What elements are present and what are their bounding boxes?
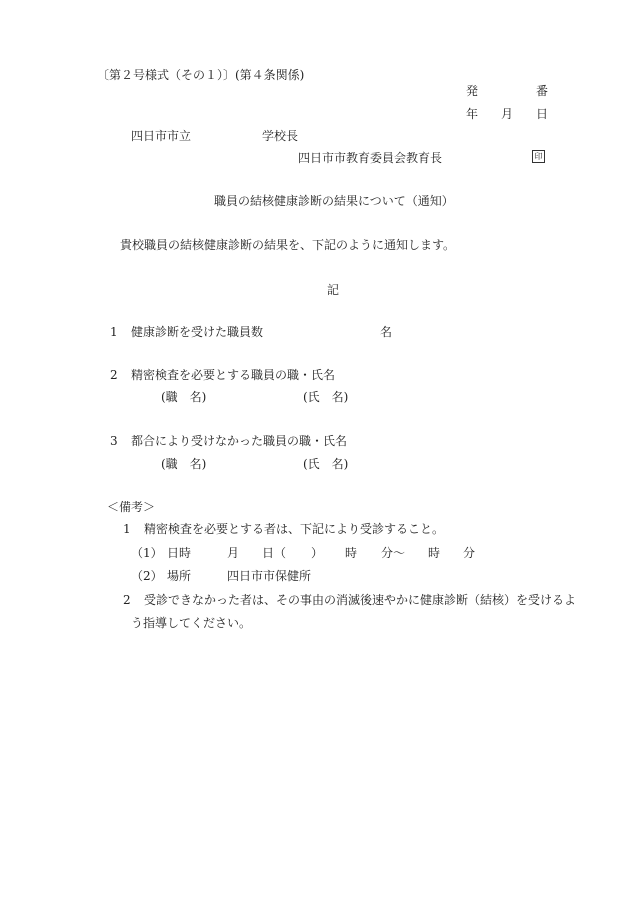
sender-title: 四日市市教育委員会教育長 (298, 151, 443, 165)
item-2-number: 2 (110, 368, 118, 382)
item-2-text: 精密検査を必要とする職員の職・氏名 (131, 368, 336, 382)
datetime-minute-2: 分 (463, 546, 476, 560)
datetime-close-paren: ） (311, 546, 324, 560)
remarks-heading: ＜備考＞ (107, 500, 156, 514)
issue-char-1: 発 (466, 84, 479, 98)
remark-1-datetime-label: 日時 (167, 546, 192, 560)
datetime-minute-range: 分〜 (381, 546, 406, 560)
date-month: 月 (501, 107, 514, 121)
item-1-number: 1 (110, 325, 118, 339)
remark-1-detail-2-number: （2） (131, 569, 163, 583)
addressee-school-prefix: 四日市市立 (131, 129, 192, 143)
datetime-hour-2: 時 (428, 546, 441, 560)
remark-2-number: 2 (123, 593, 131, 607)
item-1-unit: 名 (380, 325, 393, 339)
datetime-day-open: 日（ (262, 546, 287, 560)
document-title: 職員の結核健康診断の結果について（通知） (214, 194, 454, 208)
issue-char-2: 番 (536, 84, 549, 98)
date-year: 年 (466, 107, 479, 121)
remark-2-line-1: 受診できなかった者は、その事由の消滅後速やかに健康診断（結核）を受けるよ (144, 593, 577, 607)
item-3-text: 都合により受けなかった職員の職・氏名 (131, 434, 348, 448)
intro-text: 貴校職員の結核健康診断の結果を、下記のように通知します。 (120, 238, 456, 252)
addressee-school-suffix: 学校長 (262, 129, 299, 143)
item-3-job-label: (職 名) (161, 457, 207, 471)
remark-1-place-label: 場所 (167, 569, 192, 583)
item-1-text: 健康診断を受けた職員数 (131, 325, 264, 339)
ki-heading: 記 (327, 283, 340, 297)
datetime-hour-1: 時 (345, 546, 358, 560)
date-day: 日 (536, 107, 549, 121)
remark-1-detail-1-number: （1） (131, 546, 163, 560)
remark-1-text: 精密検査を必要とする者は、下記により受診すること。 (144, 522, 445, 536)
form-label: 〔第２号様式（その１）〕(第４条関係) (97, 68, 305, 82)
remark-2-line-2: う指導してください。 (131, 616, 252, 630)
item-3-name-label: (氏 名) (303, 457, 349, 471)
item-2-job-label: (職 名) (161, 390, 207, 404)
remark-1-number: 1 (123, 522, 131, 536)
seal-mark: 印 (532, 150, 545, 163)
item-3-number: 3 (110, 434, 118, 448)
datetime-month: 月 (227, 546, 240, 560)
item-2-name-label: (氏 名) (303, 390, 349, 404)
remark-1-place-value: 四日市市保健所 (227, 569, 312, 583)
